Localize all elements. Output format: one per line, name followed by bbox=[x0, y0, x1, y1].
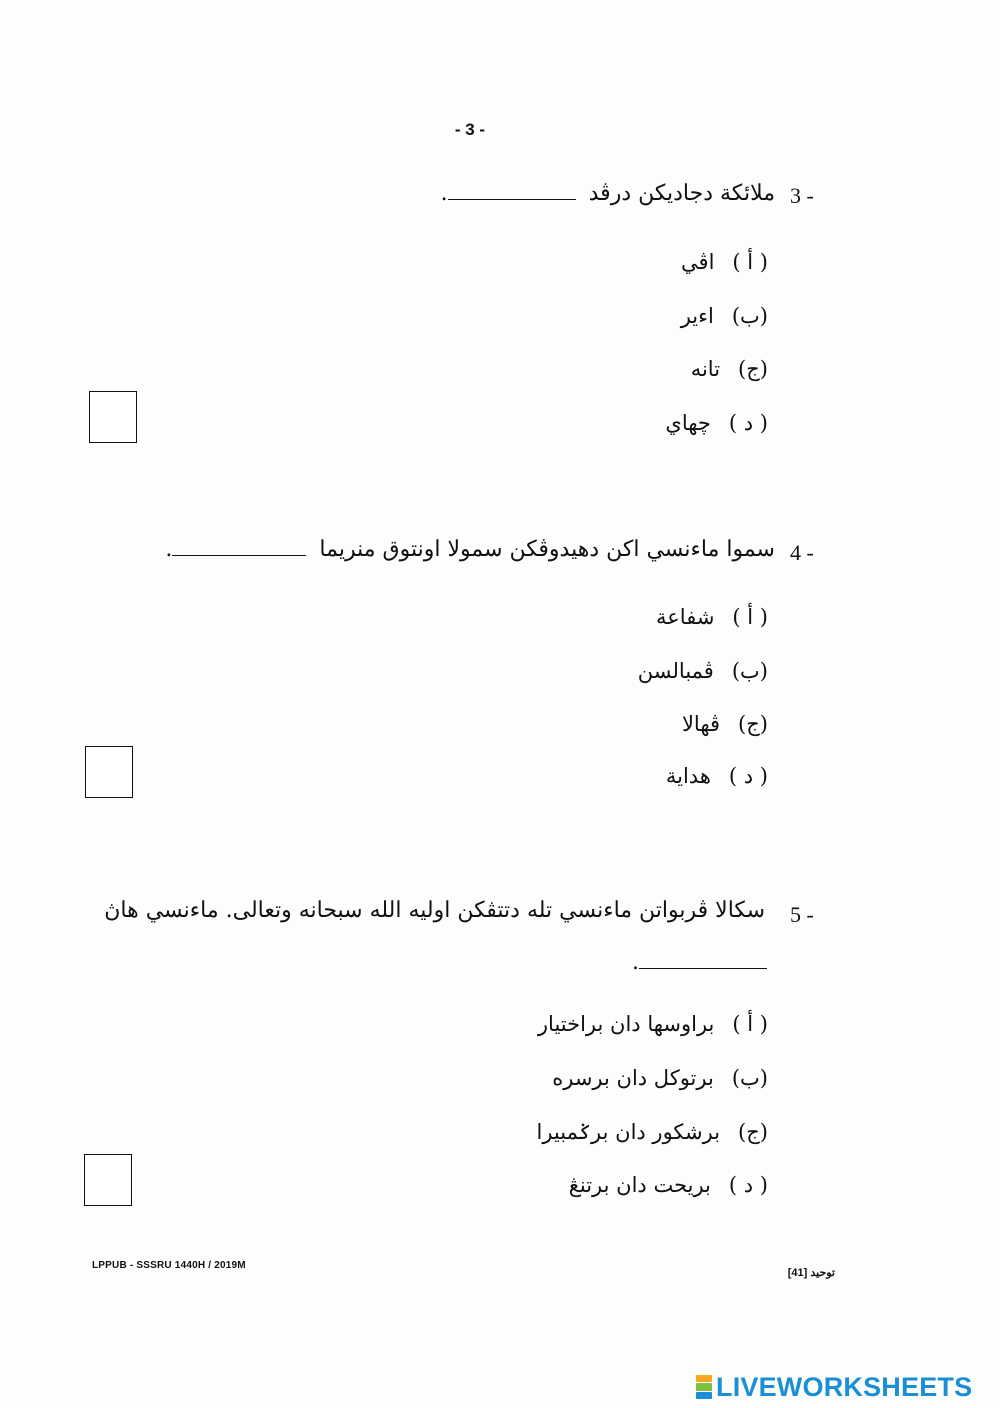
icon-bar-orange bbox=[696, 1375, 712, 1382]
option-text: برتوکل دان برسره bbox=[552, 1066, 714, 1090]
question-text bbox=[441, 181, 775, 206]
option-text: تانه bbox=[690, 357, 721, 381]
option-a[interactable] bbox=[681, 250, 768, 274]
question-stem: سموا ماءنسي اكن دهيدوڤكن سمولا اونتوق منريما bbox=[319, 537, 775, 562]
option-text: برشكور دان برݢمبيرا bbox=[536, 1120, 721, 1144]
question-text: سکالا ڤربواتن ماءنسي تله دتتڤکن اوليه الله سبحانه وتعالى. ماءنسي هاڽ bbox=[104, 898, 765, 923]
question-period: . bbox=[440, 181, 448, 206]
option-letter: ( أ ) bbox=[732, 605, 768, 629]
option-c[interactable] bbox=[682, 712, 768, 736]
option-c[interactable] bbox=[537, 1120, 769, 1144]
option-letter: (ج) bbox=[738, 712, 768, 736]
answer-blank bbox=[172, 555, 306, 556]
option-text: هداية bbox=[665, 764, 711, 788]
option-b[interactable] bbox=[681, 304, 768, 328]
answer-box[interactable] bbox=[84, 1154, 132, 1206]
option-text: چهاي bbox=[665, 411, 711, 435]
option-letter: ( أ ) bbox=[732, 1012, 768, 1036]
icon-bar-green bbox=[696, 1383, 712, 1390]
question-period: . bbox=[632, 950, 639, 975]
liveworksheets-icon bbox=[696, 1375, 712, 1399]
question-continuation bbox=[632, 950, 767, 975]
option-text: اءير bbox=[680, 304, 714, 328]
answer-box[interactable] bbox=[89, 391, 137, 443]
option-a[interactable] bbox=[538, 1012, 768, 1036]
answer-blank bbox=[639, 968, 767, 969]
question-text bbox=[165, 537, 775, 562]
option-a[interactable] bbox=[656, 605, 768, 629]
option-text: بريحت دان برتنڠ bbox=[568, 1173, 711, 1197]
answer-blank bbox=[448, 199, 576, 200]
option-d[interactable] bbox=[569, 1173, 768, 1197]
option-d[interactable] bbox=[666, 764, 768, 788]
option-b[interactable] bbox=[552, 1066, 768, 1090]
option-letter: (ب) bbox=[731, 1066, 768, 1090]
option-text: براوسها دان براختيار bbox=[537, 1012, 715, 1036]
page-number: - 3 - bbox=[454, 120, 486, 139]
option-c[interactable] bbox=[691, 357, 768, 381]
question-number: 3 - bbox=[790, 183, 814, 208]
option-letter: ( أ ) bbox=[732, 250, 768, 274]
question-period: . bbox=[165, 537, 173, 562]
question-number: 5 - bbox=[790, 902, 814, 927]
option-d[interactable] bbox=[665, 411, 768, 435]
option-letter: (ب) bbox=[731, 304, 768, 328]
option-text: ڤمبالسن bbox=[637, 659, 714, 683]
option-text: ڤهالا bbox=[681, 712, 721, 736]
option-letter: (ب) bbox=[731, 659, 768, 683]
answer-box[interactable] bbox=[85, 746, 133, 798]
option-letter: ( د ) bbox=[728, 1173, 768, 1197]
footer-left: LPPUB - SSSRU 1440H / 2019M bbox=[92, 1260, 246, 1271]
option-letter: (ج) bbox=[738, 357, 768, 381]
option-text: اڤي bbox=[681, 250, 715, 274]
brand-logo bbox=[696, 1372, 972, 1402]
question-stem: ملائكة دجاديكن درڤد bbox=[588, 181, 775, 206]
icon-bar-blue bbox=[696, 1392, 712, 1399]
question-number: 4 - bbox=[790, 540, 814, 565]
brand-name: LIVEWORKSHEETS bbox=[716, 1371, 973, 1402]
option-letter: ( د ) bbox=[728, 411, 768, 435]
option-letter: ( د ) bbox=[728, 764, 768, 788]
option-text: شفاعة bbox=[656, 605, 715, 629]
footer-right: توحيد [41] bbox=[787, 1267, 835, 1279]
option-b[interactable] bbox=[638, 659, 768, 683]
option-letter: (ج) bbox=[738, 1120, 768, 1144]
